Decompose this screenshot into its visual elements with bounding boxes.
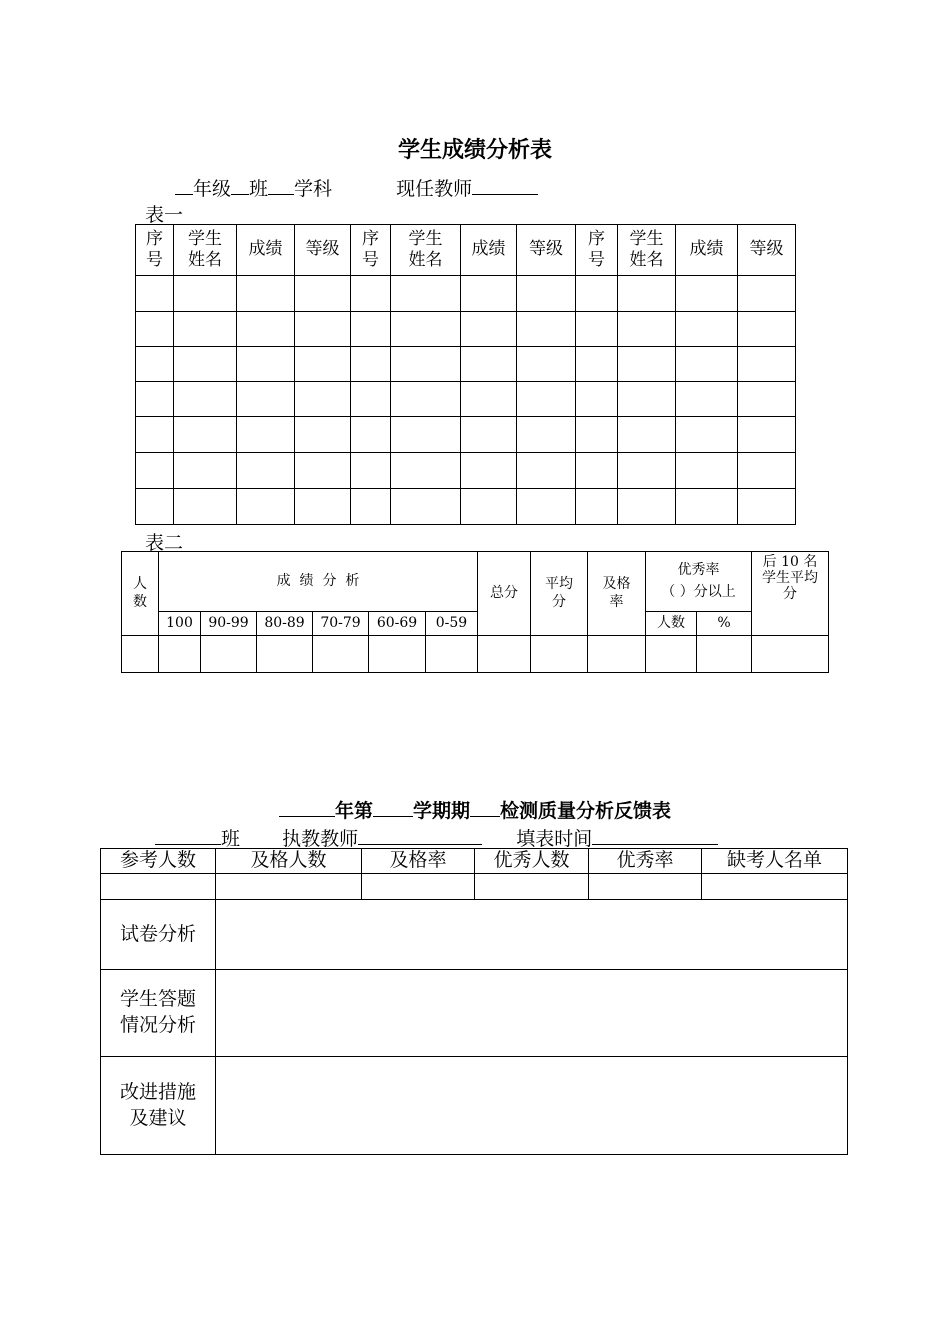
range-cell: 80-89 — [257, 612, 313, 636]
table-row — [101, 900, 848, 970]
cell[interactable] — [351, 382, 391, 417]
cell[interactable] — [618, 489, 676, 525]
cell[interactable] — [216, 874, 362, 900]
t1-header-cell: 等级 — [295, 225, 351, 276]
t1-header-cell: 等级 — [738, 225, 796, 276]
cell[interactable] — [237, 312, 295, 347]
cell[interactable] — [136, 312, 174, 347]
grade-label: 年级 — [193, 178, 232, 200]
excellent-rate-header — [646, 552, 752, 612]
feedback-title-text: 检测质量分析反馈表 — [500, 800, 672, 822]
cell[interactable] — [136, 347, 174, 382]
t1-header-cell: 学生姓名 — [391, 225, 461, 276]
range-cell: 90-99 — [201, 612, 257, 636]
percent-header: % — [697, 612, 752, 636]
cell[interactable] — [159, 636, 201, 673]
feedback-header-cell: 缺考人名单 — [702, 849, 848, 874]
feedback-header-cell: 及格率 — [362, 849, 475, 874]
cell[interactable] — [174, 453, 237, 489]
row-label-improvement: 改进措施及建议 — [101, 1057, 216, 1155]
cell[interactable] — [618, 347, 676, 382]
feedback-title — [0, 796, 950, 823]
table1-label: 表一 — [145, 204, 184, 226]
exam-blank[interactable] — [470, 798, 500, 817]
cell[interactable] — [174, 417, 237, 453]
term-label: 学期期 — [412, 800, 470, 822]
table-row — [136, 276, 796, 312]
cell[interactable] — [426, 636, 478, 673]
cell[interactable] — [738, 453, 796, 489]
cell[interactable] — [576, 276, 618, 312]
cell[interactable] — [295, 382, 351, 417]
cell[interactable] — [369, 636, 426, 673]
cell[interactable] — [174, 382, 237, 417]
grade-blank[interactable] — [175, 176, 193, 195]
table1 — [135, 224, 796, 525]
cell[interactable] — [589, 874, 702, 900]
teacher-label: 现任教师 — [396, 178, 473, 200]
excellent-rate-label: 优秀率 — [677, 562, 720, 578]
table-row — [136, 489, 796, 525]
class-label: 班 — [249, 178, 269, 200]
above-points-label: （ ）分以上 — [661, 583, 736, 600]
cell[interactable] — [517, 276, 576, 312]
cell[interactable] — [136, 489, 174, 525]
cell[interactable] — [576, 312, 618, 347]
cell[interactable] — [618, 276, 676, 312]
subject-label: 学科 — [294, 178, 333, 200]
cell[interactable] — [738, 417, 796, 453]
cell[interactable] — [136, 417, 174, 453]
cell[interactable] — [697, 636, 752, 673]
cell[interactable] — [576, 417, 618, 453]
table-row — [122, 636, 829, 673]
cell[interactable] — [136, 382, 174, 417]
cell[interactable] — [237, 453, 295, 489]
cell[interactable] — [576, 489, 618, 525]
cell[interactable] — [478, 636, 531, 673]
cell[interactable] — [351, 347, 391, 382]
feedback-header-cell: 及格人数 — [216, 849, 362, 874]
t1-header-cell: 序号 — [351, 225, 391, 276]
cell[interactable] — [136, 276, 174, 312]
cell[interactable] — [237, 382, 295, 417]
cell[interactable] — [201, 636, 257, 673]
cell[interactable] — [517, 312, 576, 347]
cell[interactable] — [351, 453, 391, 489]
cell[interactable] — [174, 312, 237, 347]
feedback-subline — [155, 824, 718, 851]
t1-header-cell: 序号 — [576, 225, 618, 276]
cell[interactable] — [618, 312, 676, 347]
cell[interactable] — [588, 636, 646, 673]
cell[interactable] — [676, 382, 738, 417]
range-cell: 70-79 — [313, 612, 369, 636]
t1-header-cell: 等级 — [517, 225, 576, 276]
cell[interactable] — [391, 312, 461, 347]
cell[interactable] — [752, 636, 829, 673]
cell[interactable] — [618, 417, 676, 453]
cell[interactable] — [122, 636, 159, 673]
cell[interactable] — [461, 382, 517, 417]
cell[interactable] — [351, 489, 391, 525]
table2 — [121, 551, 829, 673]
feedback-header-cell: 优秀率 — [589, 849, 702, 874]
cell[interactable] — [676, 276, 738, 312]
pass-rate-header: 及格率 — [588, 552, 646, 636]
cell[interactable] — [391, 382, 461, 417]
table1-header-row — [136, 225, 796, 276]
cell[interactable] — [738, 276, 796, 312]
year-label: 年第 — [334, 800, 373, 822]
feedback-header-cell: 参考人数 — [101, 849, 216, 874]
cell[interactable] — [237, 417, 295, 453]
cell[interactable] — [237, 489, 295, 525]
cell[interactable] — [676, 489, 738, 525]
range-cell: 100 — [159, 612, 201, 636]
cell[interactable] — [391, 347, 461, 382]
cell[interactable] — [174, 347, 237, 382]
cell[interactable] — [676, 417, 738, 453]
cell[interactable] — [531, 636, 588, 673]
cell[interactable] — [362, 874, 475, 900]
cell[interactable] — [738, 312, 796, 347]
t1-header-cell: 序号 — [136, 225, 174, 276]
t1-header-cell: 成绩 — [676, 225, 738, 276]
cell[interactable] — [257, 636, 313, 673]
people-header: 人数 — [122, 552, 159, 636]
cell[interactable] — [461, 417, 517, 453]
cell[interactable] — [618, 453, 676, 489]
teacher-blank[interactable] — [472, 176, 538, 195]
cell[interactable] — [101, 874, 216, 900]
table-row — [136, 453, 796, 489]
date-label: 填表时间 — [516, 828, 593, 850]
t1-header-cell: 成绩 — [461, 225, 517, 276]
cell[interactable] — [461, 347, 517, 382]
cell[interactable] — [136, 453, 174, 489]
cell[interactable] — [295, 312, 351, 347]
row-label-answer-analysis: 学生答题情况分析 — [101, 970, 216, 1057]
cell[interactable] — [295, 347, 351, 382]
range-cell: 60-69 — [369, 612, 426, 636]
cell[interactable] — [576, 347, 618, 382]
date-blank[interactable] — [592, 826, 718, 845]
feedback-table — [100, 848, 848, 1155]
cell[interactable] — [517, 489, 576, 525]
cell[interactable] — [295, 489, 351, 525]
table-row — [101, 874, 848, 900]
table-row — [136, 312, 796, 347]
class-blank-2[interactable] — [155, 826, 221, 845]
cell[interactable] — [351, 276, 391, 312]
cell[interactable] — [618, 382, 676, 417]
t1-header-cell: 学生姓名 — [174, 225, 237, 276]
year-blank[interactable] — [279, 798, 335, 817]
cell[interactable] — [461, 453, 517, 489]
header-line — [175, 174, 538, 201]
table-row — [101, 1057, 848, 1155]
cell[interactable] — [738, 489, 796, 525]
cell[interactable] — [702, 874, 848, 900]
cell[interactable] — [391, 453, 461, 489]
paper-analysis-field[interactable] — [216, 900, 848, 970]
cell[interactable] — [646, 636, 697, 673]
cell[interactable] — [576, 453, 618, 489]
cell[interactable] — [351, 417, 391, 453]
cell[interactable] — [295, 417, 351, 453]
cell[interactable] — [313, 636, 369, 673]
count-header: 人数 — [646, 612, 697, 636]
page-title: 学生成绩分析表 — [397, 138, 552, 163]
average-header: 平均分 — [531, 552, 588, 636]
cell[interactable] — [174, 276, 237, 312]
cell[interactable] — [576, 382, 618, 417]
term-blank[interactable] — [373, 798, 413, 817]
cell[interactable] — [391, 276, 461, 312]
cell[interactable] — [517, 453, 576, 489]
cell[interactable] — [517, 417, 576, 453]
t1-header-cell: 学生姓名 — [618, 225, 676, 276]
cell[interactable] — [295, 453, 351, 489]
cell[interactable] — [738, 382, 796, 417]
cell[interactable] — [237, 276, 295, 312]
answer-analysis-field[interactable] — [216, 970, 848, 1057]
cell[interactable] — [676, 347, 738, 382]
cell[interactable] — [174, 489, 237, 525]
range-cell: 0-59 — [426, 612, 478, 636]
table-row — [136, 417, 796, 453]
cell[interactable] — [738, 347, 796, 382]
row-label-paper-analysis: 试卷分析 — [101, 900, 216, 970]
class-label-2: 班 — [221, 828, 241, 850]
cell[interactable] — [676, 453, 738, 489]
cell[interactable] — [391, 417, 461, 453]
feedback-header-row — [101, 849, 848, 874]
teacher-label-2: 执教教师 — [282, 828, 359, 850]
total-header: 总分 — [478, 552, 531, 636]
subject-blank[interactable] — [268, 176, 294, 195]
teacher-blank-2[interactable] — [358, 826, 482, 845]
improvement-field[interactable] — [216, 1057, 848, 1155]
cell[interactable] — [391, 489, 461, 525]
cell[interactable] — [461, 489, 517, 525]
cell[interactable] — [461, 276, 517, 312]
class-blank[interactable] — [231, 176, 249, 195]
cell[interactable] — [517, 382, 576, 417]
cell[interactable] — [351, 312, 391, 347]
table-row — [101, 970, 848, 1057]
table2-header-row — [122, 552, 829, 612]
cell[interactable] — [461, 312, 517, 347]
cell[interactable] — [676, 312, 738, 347]
bottom10-header: 后 10 名学生平均分 — [752, 552, 829, 636]
table-row — [136, 347, 796, 382]
feedback-header-cell: 优秀人数 — [475, 849, 589, 874]
cell[interactable] — [517, 347, 576, 382]
cell[interactable] — [295, 276, 351, 312]
t1-header-cell: 成绩 — [237, 225, 295, 276]
table2-label: 表二 — [145, 532, 184, 554]
cell[interactable] — [475, 874, 589, 900]
table-row — [136, 382, 796, 417]
score-analysis-header: 成 绩 分 析 — [159, 552, 478, 612]
table2-subheader-row — [122, 612, 829, 636]
cell[interactable] — [237, 347, 295, 382]
